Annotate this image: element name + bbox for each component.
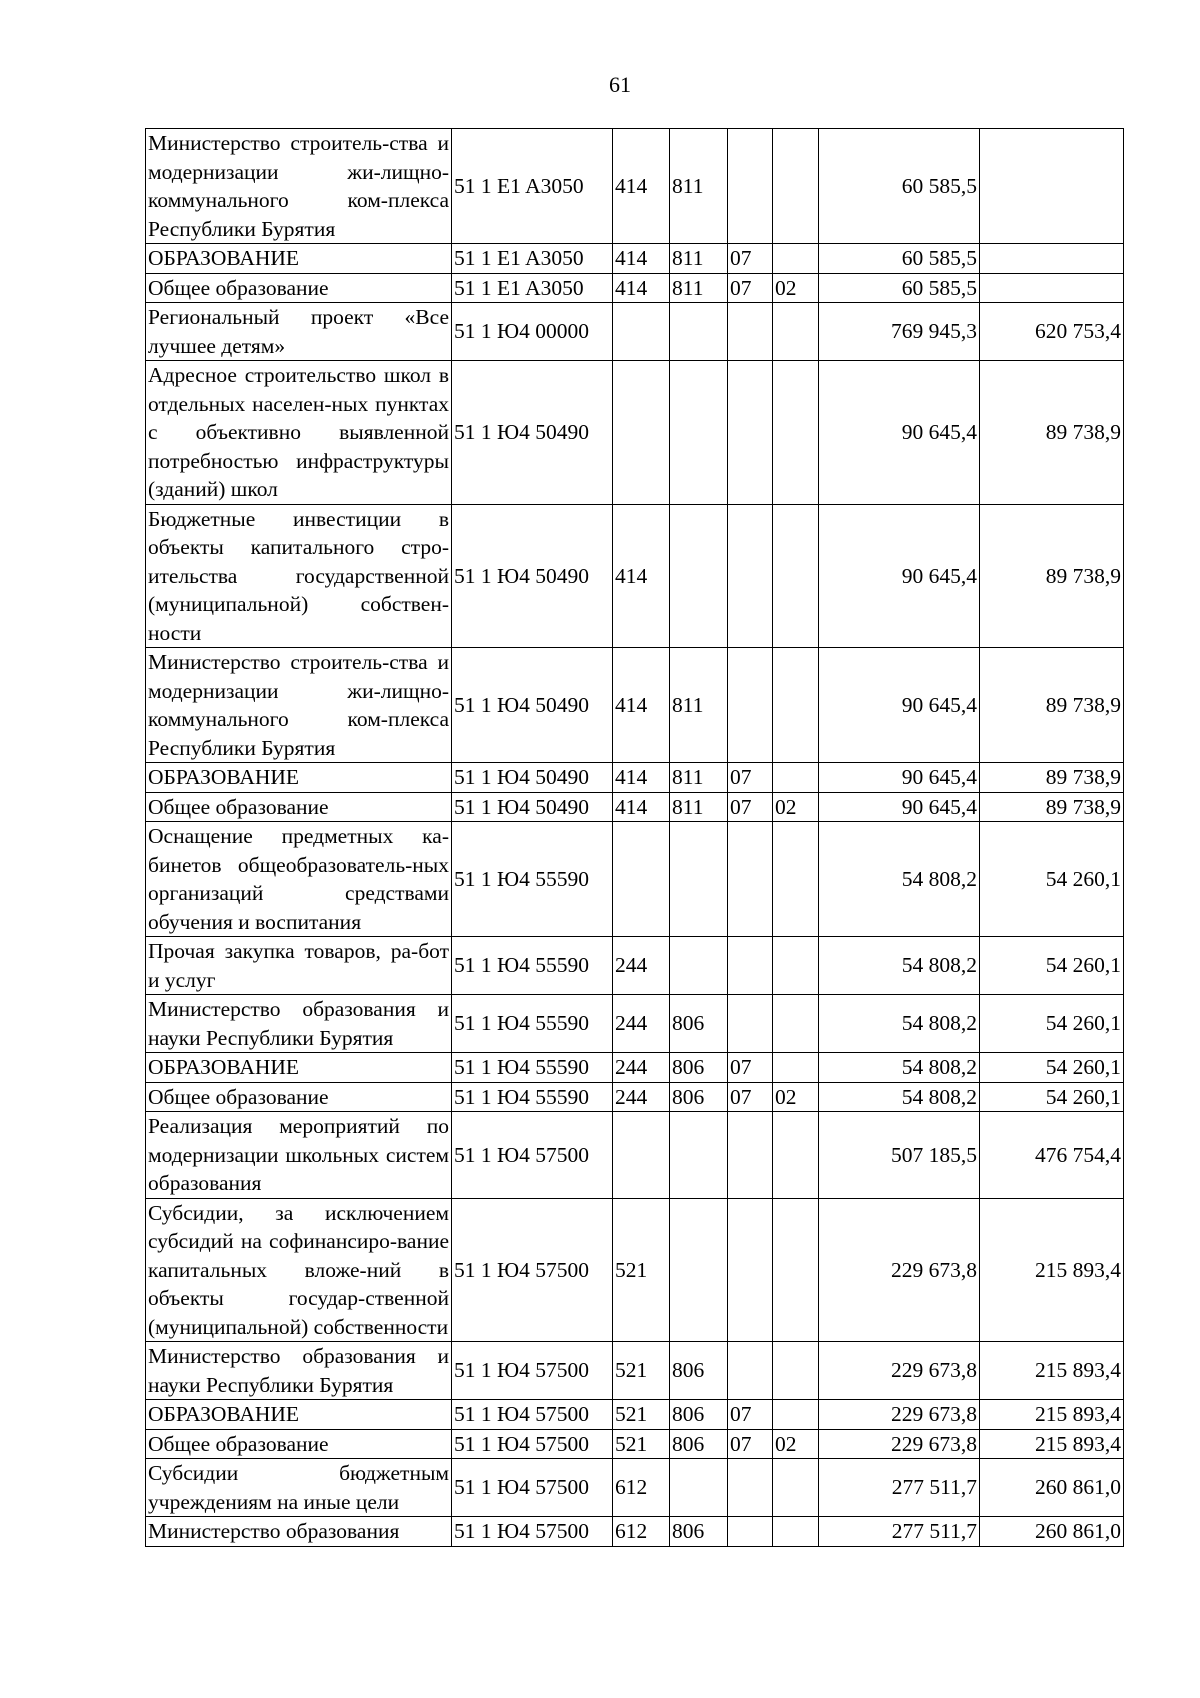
subsection-cell: 02 [773, 1082, 819, 1112]
row-name-cell: Министерство образования и науки Республики Бурятия [146, 1342, 452, 1400]
target-article-cell: 51 1 Ю4 00000 [452, 303, 613, 361]
ministry-code-cell: 806 [670, 1053, 728, 1083]
row-name-cell: Министерство строитель-ства и модернизации жи-лищно-коммунального ком-плекса Республики Бурятия [146, 129, 452, 244]
amount-year2-cell: 54 260,1 [980, 1082, 1124, 1112]
subsection-cell [773, 1053, 819, 1083]
amount-year2-cell: 215 893,4 [980, 1198, 1124, 1342]
section-cell [728, 303, 773, 361]
amount-year1-cell: 54 808,2 [819, 822, 980, 937]
amount-year1-cell: 229 673,8 [819, 1198, 980, 1342]
table-row [146, 1082, 1124, 1112]
row-name-cell: Министерство строитель-ства и модернизации жи-лищно-коммунального ком-плекса Республики Бурятия [146, 648, 452, 763]
table-row [146, 1400, 1124, 1430]
amount-year2-cell: 215 893,4 [980, 1342, 1124, 1400]
row-name-cell: Оснащение предметных ка-бинетов общеобразователь-ных организаций средствами обучения и воспитания [146, 822, 452, 937]
amount-year2-cell: 89 738,9 [980, 504, 1124, 648]
section-cell [728, 937, 773, 995]
table-row [146, 244, 1124, 274]
budget-table-body [146, 129, 1124, 1547]
table-row [146, 303, 1124, 361]
target-article-cell: 51 1 Ю4 57500 [452, 1198, 613, 1342]
table-row [146, 792, 1124, 822]
section-cell: 07 [728, 1400, 773, 1430]
amount-year2-cell: 260 861,0 [980, 1459, 1124, 1517]
section-cell: 07 [728, 1053, 773, 1083]
expense-type-cell [613, 303, 670, 361]
expense-type-cell: 521 [613, 1198, 670, 1342]
amount-year1-cell: 90 645,4 [819, 763, 980, 793]
table-row [146, 504, 1124, 648]
expense-type-cell: 414 [613, 129, 670, 244]
amount-year2-cell: 476 754,4 [980, 1112, 1124, 1199]
amount-year1-cell: 769 945,3 [819, 303, 980, 361]
amount-year1-cell: 54 808,2 [819, 1053, 980, 1083]
target-article-cell: 51 1 Ю4 50490 [452, 361, 613, 505]
subsection-cell [773, 244, 819, 274]
row-name-cell: Адресное строительство школ в отдельных населен-ных пунктах с объективно выявленной потребностью инфраструктуры (зданий) школ [146, 361, 452, 505]
target-article-cell: 51 1 Ю4 55590 [452, 1053, 613, 1083]
expense-type-cell: 414 [613, 763, 670, 793]
ministry-code-cell [670, 1459, 728, 1517]
target-article-cell: 51 1 E1 A3050 [452, 273, 613, 303]
expense-type-cell [613, 822, 670, 937]
amount-year2-cell: 54 260,1 [980, 1053, 1124, 1083]
section-cell: 07 [728, 763, 773, 793]
section-cell [728, 1517, 773, 1547]
section-cell [728, 1459, 773, 1517]
table-row [146, 1112, 1124, 1199]
subsection-cell [773, 937, 819, 995]
expense-type-cell: 521 [613, 1429, 670, 1459]
section-cell: 07 [728, 273, 773, 303]
amount-year2-cell [980, 129, 1124, 244]
target-article-cell: 51 1 Ю4 55590 [452, 822, 613, 937]
target-article-cell: 51 1 Ю4 55590 [452, 1082, 613, 1112]
subsection-cell [773, 1459, 819, 1517]
section-cell [728, 361, 773, 505]
target-article-cell: 51 1 E1 A3050 [452, 129, 613, 244]
ministry-code-cell: 806 [670, 995, 728, 1053]
amount-year2-cell: 215 893,4 [980, 1429, 1124, 1459]
amount-year1-cell: 90 645,4 [819, 504, 980, 648]
expense-type-cell: 414 [613, 273, 670, 303]
expense-type-cell: 612 [613, 1459, 670, 1517]
section-cell [728, 822, 773, 937]
subsection-cell [773, 648, 819, 763]
target-article-cell: 51 1 Ю4 57500 [452, 1342, 613, 1400]
amount-year1-cell: 54 808,2 [819, 937, 980, 995]
subsection-cell [773, 995, 819, 1053]
section-cell [728, 1342, 773, 1400]
subsection-cell: 02 [773, 273, 819, 303]
section-cell: 07 [728, 244, 773, 274]
ministry-code-cell [670, 822, 728, 937]
expense-type-cell: 414 [613, 244, 670, 274]
ministry-code-cell: 811 [670, 792, 728, 822]
amount-year1-cell: 54 808,2 [819, 995, 980, 1053]
table-row [146, 995, 1124, 1053]
section-cell [728, 1112, 773, 1199]
amount-year1-cell: 60 585,5 [819, 244, 980, 274]
amount-year1-cell: 229 673,8 [819, 1342, 980, 1400]
target-article-cell: 51 1 Ю4 55590 [452, 995, 613, 1053]
row-name-cell: Субсидии бюджетным учреждениям на иные цели [146, 1459, 452, 1517]
row-name-cell: Министерство образования и науки Республики Бурятия [146, 995, 452, 1053]
row-name-cell: Общее образование [146, 273, 452, 303]
amount-year1-cell: 60 585,5 [819, 129, 980, 244]
amount-year2-cell: 89 738,9 [980, 763, 1124, 793]
ministry-code-cell: 811 [670, 648, 728, 763]
amount-year2-cell [980, 244, 1124, 274]
section-cell: 07 [728, 1082, 773, 1112]
ministry-code-cell: 806 [670, 1400, 728, 1430]
row-name-cell: Реализация мероприятий по модернизации школьных систем образования [146, 1112, 452, 1199]
ministry-code-cell [670, 361, 728, 505]
expense-type-cell: 244 [613, 995, 670, 1053]
target-article-cell: 51 1 Ю4 50490 [452, 792, 613, 822]
row-name-cell: Общее образование [146, 1082, 452, 1112]
ministry-code-cell [670, 1198, 728, 1342]
subsection-cell [773, 822, 819, 937]
amount-year1-cell: 54 808,2 [819, 1082, 980, 1112]
row-name-cell: Бюджетные инвестиции в объекты капитального стро-ительства государственной (муниципальной) собствен-ности [146, 504, 452, 648]
table-row [146, 648, 1124, 763]
ministry-code-cell [670, 937, 728, 995]
subsection-cell [773, 303, 819, 361]
table-row [146, 1459, 1124, 1517]
ministry-code-cell: 811 [670, 129, 728, 244]
amount-year2-cell: 260 861,0 [980, 1517, 1124, 1547]
amount-year1-cell: 277 511,7 [819, 1517, 980, 1547]
table-row [146, 937, 1124, 995]
ministry-code-cell: 806 [670, 1517, 728, 1547]
row-name-cell: ОБРАЗОВАНИЕ [146, 763, 452, 793]
target-article-cell: 51 1 Ю4 57500 [452, 1400, 613, 1430]
target-article-cell: 51 1 Ю4 57500 [452, 1429, 613, 1459]
target-article-cell: 51 1 Ю4 50490 [452, 763, 613, 793]
amount-year1-cell: 229 673,8 [819, 1429, 980, 1459]
table-row [146, 1342, 1124, 1400]
row-name-cell: ОБРАЗОВАНИЕ [146, 244, 452, 274]
ministry-code-cell: 811 [670, 244, 728, 274]
expense-type-cell: 244 [613, 1082, 670, 1112]
table-row [146, 1053, 1124, 1083]
row-name-cell: Министерство образования [146, 1517, 452, 1547]
table-row [146, 361, 1124, 505]
ministry-code-cell [670, 504, 728, 648]
section-cell [728, 648, 773, 763]
ministry-code-cell: 806 [670, 1082, 728, 1112]
ministry-code-cell [670, 1112, 728, 1199]
amount-year2-cell: 54 260,1 [980, 995, 1124, 1053]
ministry-code-cell: 806 [670, 1342, 728, 1400]
expense-type-cell: 414 [613, 648, 670, 763]
subsection-cell [773, 1400, 819, 1430]
subsection-cell [773, 1342, 819, 1400]
section-cell [728, 1198, 773, 1342]
amount-year2-cell: 620 753,4 [980, 303, 1124, 361]
target-article-cell: 51 1 Ю4 50490 [452, 504, 613, 648]
ministry-code-cell: 811 [670, 273, 728, 303]
subsection-cell [773, 129, 819, 244]
subsection-cell [773, 763, 819, 793]
table-row [146, 763, 1124, 793]
budget-table [145, 128, 1124, 1547]
amount-year1-cell: 277 511,7 [819, 1459, 980, 1517]
expense-type-cell: 521 [613, 1400, 670, 1430]
target-article-cell: 51 1 Ю4 57500 [452, 1112, 613, 1199]
expense-type-cell: 244 [613, 937, 670, 995]
amount-year2-cell: 54 260,1 [980, 937, 1124, 995]
table-row [146, 1198, 1124, 1342]
table-row [146, 1429, 1124, 1459]
row-name-cell: Общее образование [146, 1429, 452, 1459]
subsection-cell [773, 1517, 819, 1547]
amount-year2-cell: 89 738,9 [980, 361, 1124, 505]
expense-type-cell: 414 [613, 504, 670, 648]
row-name-cell: ОБРАЗОВАНИЕ [146, 1053, 452, 1083]
table-row [146, 129, 1124, 244]
amount-year1-cell: 90 645,4 [819, 648, 980, 763]
amount-year2-cell: 89 738,9 [980, 792, 1124, 822]
row-name-cell: Общее образование [146, 792, 452, 822]
table-row [146, 822, 1124, 937]
row-name-cell: ОБРАЗОВАНИЕ [146, 1400, 452, 1430]
amount-year2-cell: 54 260,1 [980, 822, 1124, 937]
amount-year1-cell: 229 673,8 [819, 1400, 980, 1430]
amount-year2-cell [980, 273, 1124, 303]
amount-year2-cell: 89 738,9 [980, 648, 1124, 763]
subsection-cell [773, 1198, 819, 1342]
page-number: 61 [609, 72, 631, 97]
row-name-cell: Прочая закупка товаров, ра-бот и услуг [146, 937, 452, 995]
expense-type-cell: 521 [613, 1342, 670, 1400]
expense-type-cell: 244 [613, 1053, 670, 1083]
target-article-cell: 51 1 Ю4 57500 [452, 1517, 613, 1547]
expense-type-cell [613, 1112, 670, 1199]
subsection-cell [773, 1112, 819, 1199]
section-cell [728, 129, 773, 244]
expense-type-cell [613, 361, 670, 505]
amount-year1-cell: 60 585,5 [819, 273, 980, 303]
ministry-code-cell: 811 [670, 763, 728, 793]
amount-year1-cell: 507 185,5 [819, 1112, 980, 1199]
amount-year1-cell: 90 645,4 [819, 792, 980, 822]
subsection-cell: 02 [773, 1429, 819, 1459]
table-row [146, 1517, 1124, 1547]
row-name-cell: Субсидии, за исключением субсидий на софинансиро-вание капитальных вложе-ний в объекты государ-ственной (муниципальной) собственности [146, 1198, 452, 1342]
amount-year1-cell: 90 645,4 [819, 361, 980, 505]
target-article-cell: 51 1 Ю4 50490 [452, 648, 613, 763]
subsection-cell: 02 [773, 792, 819, 822]
amount-year2-cell: 215 893,4 [980, 1400, 1124, 1430]
subsection-cell [773, 504, 819, 648]
subsection-cell [773, 361, 819, 505]
table-row [146, 273, 1124, 303]
section-cell [728, 504, 773, 648]
ministry-code-cell: 806 [670, 1429, 728, 1459]
row-name-cell: Региональный проект «Все лучшее детям» [146, 303, 452, 361]
expense-type-cell: 414 [613, 792, 670, 822]
expense-type-cell: 612 [613, 1517, 670, 1547]
section-cell: 07 [728, 1429, 773, 1459]
section-cell: 07 [728, 792, 773, 822]
ministry-code-cell [670, 303, 728, 361]
target-article-cell: 51 1 E1 A3050 [452, 244, 613, 274]
target-article-cell: 51 1 Ю4 55590 [452, 937, 613, 995]
target-article-cell: 51 1 Ю4 57500 [452, 1459, 613, 1517]
section-cell [728, 995, 773, 1053]
